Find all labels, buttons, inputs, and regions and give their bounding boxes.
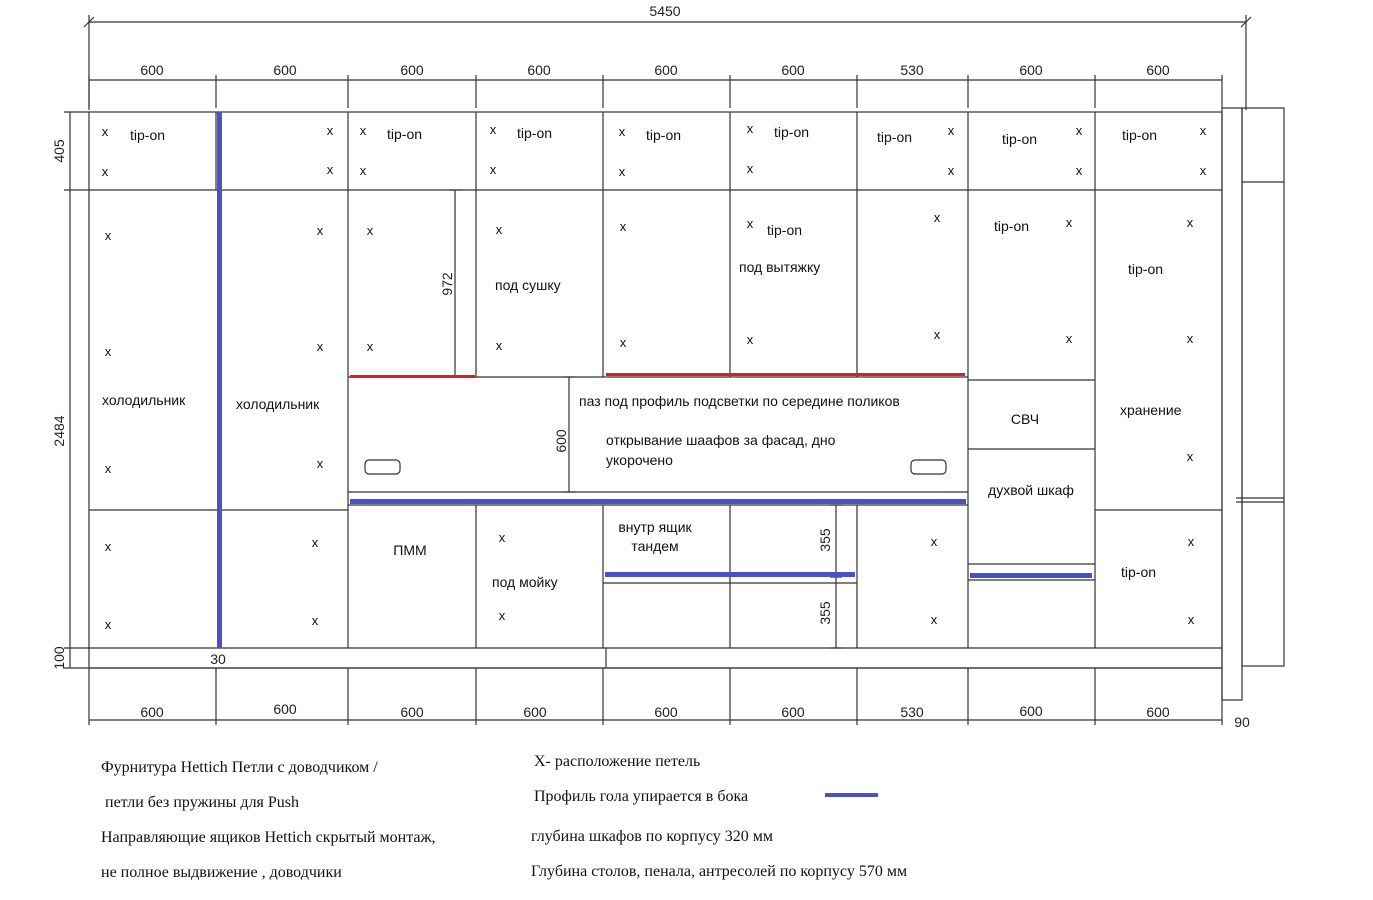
gola-profile-oven	[970, 573, 1092, 578]
hinge-mark: x	[101, 124, 109, 139]
note-left-2: петли без пружины для Push	[105, 794, 300, 811]
note-left-3: Направляющие ящиков Hettich скрытый монтаж,	[101, 829, 436, 846]
hinge-mark: x	[498, 608, 506, 623]
hinge-mark: x	[1065, 331, 1073, 346]
groove-line-right	[606, 373, 965, 376]
fridge-label-left: холодильник	[102, 392, 186, 408]
hinge-mark: x	[495, 338, 503, 353]
hinge-mark: x	[489, 162, 497, 177]
open-note-line1: открывание шаафов за фасад, дно	[606, 432, 836, 448]
hinge-mark: x	[947, 123, 955, 138]
hinge-mark: x	[104, 228, 112, 243]
top-width-8: 600	[1019, 62, 1043, 78]
dim-355-top: 355	[817, 528, 833, 552]
hinge-mark: x	[1187, 534, 1195, 549]
top-width-9: 600	[1146, 62, 1170, 78]
tip-on-marks	[130, 124, 1163, 580]
hinge-mark: x	[1075, 123, 1083, 138]
note-right-3: глубина шкафов по корпусу 320 мм	[531, 828, 773, 845]
tip-on-label: tip-on	[1122, 127, 1158, 143]
hinge-mark: x	[366, 223, 374, 238]
tip-on-label: tip-on	[774, 124, 810, 140]
dim-600: 600	[553, 429, 569, 453]
bottom-width-8: 600	[1019, 703, 1043, 719]
hinge-mark: x	[619, 335, 627, 350]
hinge-mark: x	[495, 222, 503, 237]
note-left-4: не полное выдвижение , доводчики	[101, 864, 342, 881]
hinge-mark: x	[316, 223, 324, 238]
hinge-mark: x	[1199, 123, 1207, 138]
tip-on-label: tip-on	[877, 129, 913, 145]
dim-355-bottom: 355	[817, 601, 833, 625]
hinge-mark: x	[359, 123, 367, 138]
overall-width-label: 5450	[649, 3, 681, 19]
hinge-mark: x	[311, 535, 319, 550]
gola-profile-drawer	[605, 572, 855, 577]
dim-972: 972	[439, 272, 455, 296]
hinge-mark: x	[1186, 331, 1194, 346]
bottom-width-3: 600	[400, 704, 424, 720]
hinge-mark: x	[326, 123, 334, 138]
hinge-mark: x	[104, 617, 112, 632]
hinge-mark: x	[311, 613, 319, 628]
dishwasher-label: ПММ	[393, 542, 427, 558]
hinge-mark: x	[104, 344, 112, 359]
tip-on-label: tip-on	[130, 127, 166, 143]
dim-30: 30	[210, 651, 226, 667]
hinge-mark: x	[498, 530, 506, 545]
top-width-labels	[140, 62, 1170, 78]
tip-on-label: tip-on	[994, 218, 1030, 234]
notes-left	[101, 759, 436, 881]
top-width-7: 530	[900, 62, 924, 78]
gola-profile-vertical	[217, 112, 222, 648]
hinge-mark: x	[1075, 163, 1083, 178]
hinge-mark: x	[489, 122, 497, 137]
height-plinth: 100	[51, 646, 67, 670]
hinge-mark: x	[104, 461, 112, 476]
tip-on-label: tip-on	[1121, 564, 1157, 580]
groove-line-left	[350, 375, 475, 378]
storage-label: хранение	[1120, 402, 1182, 418]
note-right-2: Профиль гола упирается в бока	[534, 788, 749, 805]
top-width-6: 600	[781, 62, 805, 78]
hinge-mark: x	[933, 210, 941, 225]
top-width-1: 600	[140, 62, 164, 78]
hinge-mark: x	[618, 124, 626, 139]
bottom-width-7: 530	[900, 704, 924, 720]
hinge-mark: x	[316, 456, 324, 471]
hinge-mark: x	[366, 339, 374, 354]
note-left-1: Фурнитура Hettich Петли с доводчиком /	[101, 759, 378, 776]
bottom-width-1: 600	[140, 704, 164, 720]
height-main: 2484	[51, 415, 67, 447]
hinge-mark: x	[947, 163, 955, 178]
top-width-4: 600	[527, 62, 551, 78]
open-note-line2: укорочено	[606, 452, 673, 468]
gola-profile-main	[350, 499, 966, 504]
cabinet-labels	[102, 259, 1182, 590]
hinge-mark: x	[746, 121, 754, 136]
fridge-label-right: холодильник	[236, 396, 320, 412]
tip-on-label: tip-on	[767, 222, 803, 238]
hinge-mark: x	[1186, 449, 1194, 464]
height-top-row: 405	[51, 139, 67, 163]
bottom-width-5: 600	[654, 704, 678, 720]
microwave-label: СВЧ	[1010, 411, 1040, 427]
bottom-width-labels	[140, 701, 1170, 720]
hinge-mark: x	[746, 332, 754, 347]
bottom-width-9: 600	[1146, 704, 1170, 720]
oven-label: духвой шкаф	[988, 482, 1074, 498]
hinge-mark: x	[316, 339, 324, 354]
hinge-mark: x	[618, 164, 626, 179]
hood-label: под вытяжку	[739, 259, 821, 275]
tip-on-label: tip-on	[646, 127, 682, 143]
legend-gola-line	[825, 793, 878, 797]
drawer-label-line2: тандем	[631, 538, 679, 554]
bottom-width-6: 600	[781, 704, 805, 720]
hinge-mark: x	[619, 219, 627, 234]
hinge-mark: x	[746, 216, 754, 231]
bottom-width-4: 600	[523, 704, 547, 720]
note-right-1: X- расположение петель	[534, 753, 701, 770]
dryer-label: под сушку	[495, 277, 561, 293]
tip-on-label: tip-on	[1128, 261, 1164, 277]
dim-90: 90	[1234, 714, 1250, 730]
notes-right	[531, 753, 907, 880]
note-right-4: Глубина столов, пенала, антресолей по корпусу 570 мм	[531, 863, 908, 880]
hinge-mark: x	[1187, 612, 1195, 627]
sink-label: под мойку	[492, 574, 558, 590]
top-width-2: 600	[273, 62, 297, 78]
hinge-mark: x	[930, 612, 938, 627]
hinge-mark: x	[930, 534, 938, 549]
top-width-3: 600	[400, 62, 424, 78]
hinge-mark: x	[746, 161, 754, 176]
hinge-mark: x	[101, 164, 109, 179]
hinge-mark: x	[104, 539, 112, 554]
top-width-5: 600	[654, 62, 678, 78]
drawer-label-line1: внутр ящик	[618, 519, 692, 535]
tip-on-label: tip-on	[1002, 131, 1038, 147]
groove-note: паз под профиль подсветки по середине поликов	[579, 393, 900, 409]
tip-on-label: tip-on	[387, 126, 423, 142]
hinge-mark: x	[1186, 215, 1194, 230]
hinge-mark: x	[359, 163, 367, 178]
tip-on-label: tip-on	[517, 125, 553, 141]
hinge-mark: x	[1199, 163, 1207, 178]
hinge-mark: x	[326, 162, 334, 177]
hinge-mark: x	[1065, 215, 1073, 230]
hinge-mark: x	[933, 327, 941, 342]
bottom-width-2: 600	[273, 701, 297, 717]
